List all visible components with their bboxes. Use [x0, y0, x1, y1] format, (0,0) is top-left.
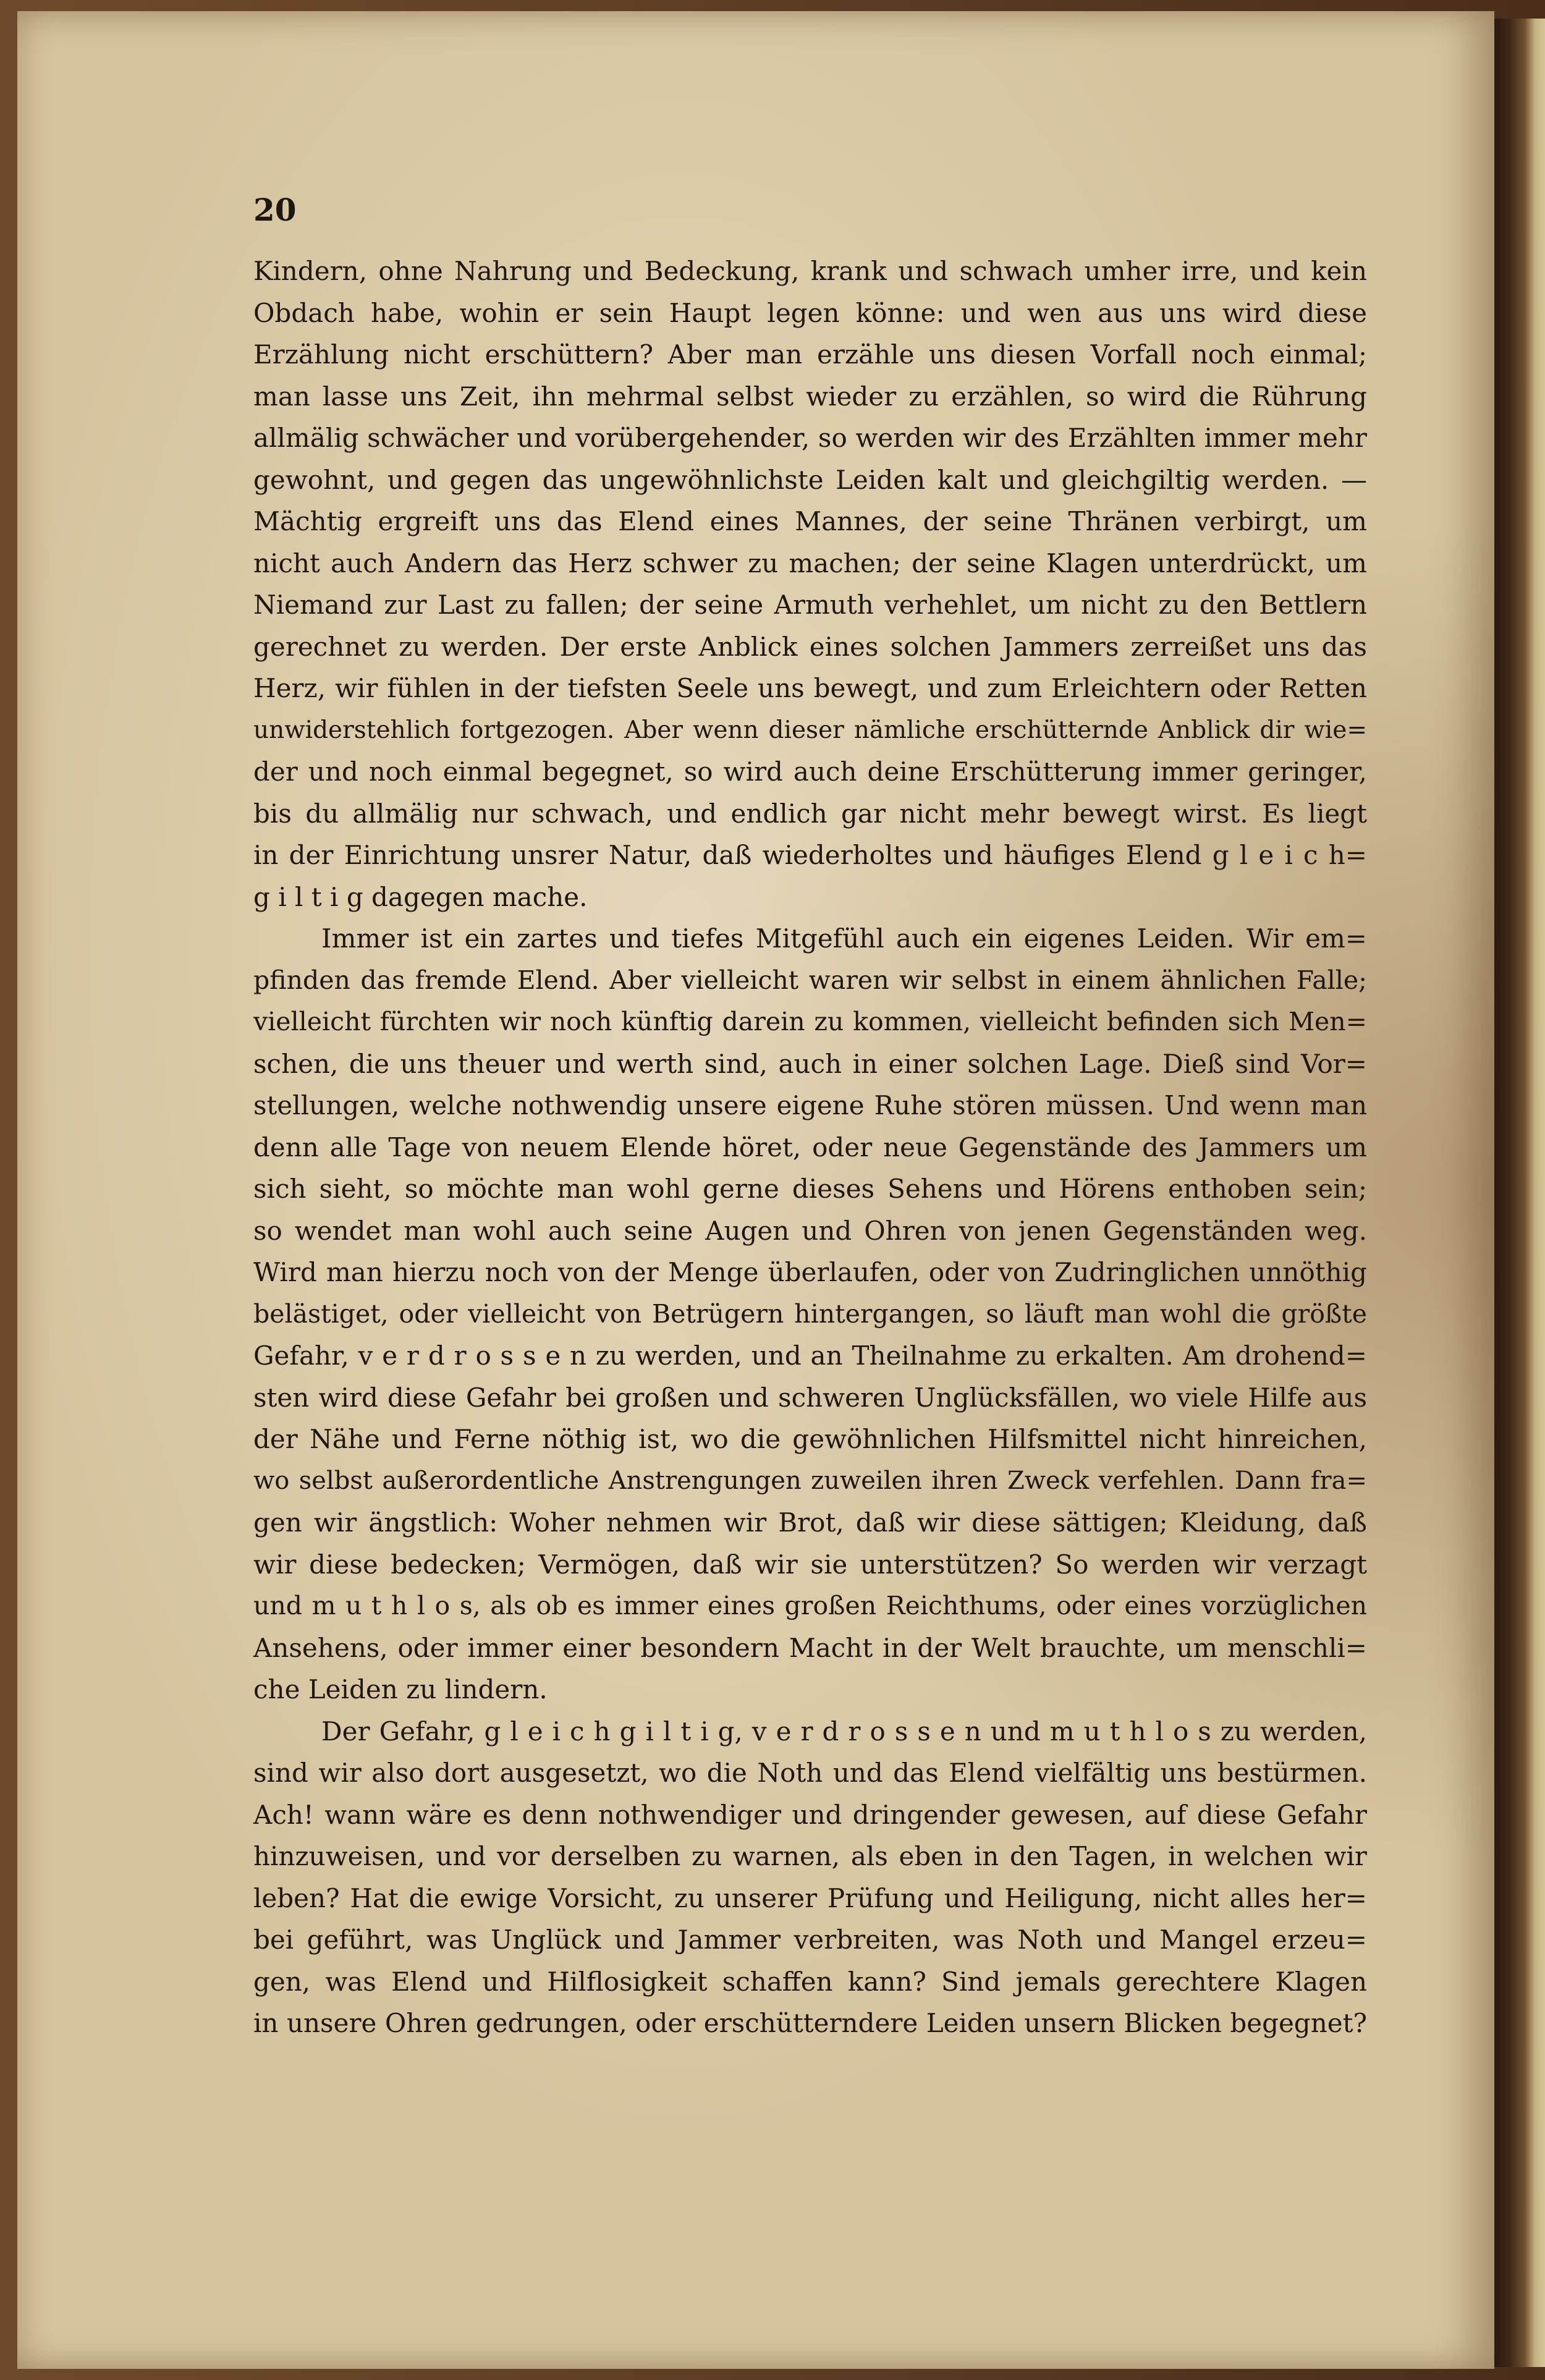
text-line: vielleicht fürchten wir noch künftig darein zu kommen, vielleicht befinden sich Men= [253, 1007, 1367, 1036]
page-number: 20 [253, 192, 297, 228]
text-line: Der Gefahr, g l e i c h g i l t i g, v e r d r o s s e n und m u t h l o s zu werden, [321, 1716, 1367, 1747]
text-line: der und noch einmal begegnet, so wird auch deine Erschütterung immer geringer, [253, 756, 1367, 787]
text-line: stellungen, welche nothwendig unsere eigene Ruhe stören müssen. Und wenn man [253, 1090, 1367, 1120]
text-line: g i l t i g dagegen mache. [253, 881, 588, 912]
text-line: und m u t h l o s, als ob es immer eines großen Reichthums, oder eines vorzüglichen [253, 1591, 1367, 1620]
text-line: unwiderstehlich fortgezogen. Aber wenn dieser nämliche erschütternde Anblick dir wie= [253, 716, 1367, 744]
text-line: hinzuweisen, und vor derselben zu warnen, als eben in den Tagen, in welchen wir [253, 1841, 1367, 1871]
text-line: in unsere Ohren gedrungen, oder erschütterndere Leiden unsern Blicken begegnet? [253, 2008, 1367, 2038]
text-line: so wendet man wohl auch seine Augen und Ohren von jenen Gegenständen weg. [253, 1215, 1367, 1246]
text-line: wo selbst außerordentliche Anstrengungen zuweilen ihren Zweck verfehlen. Dann fra= [253, 1466, 1367, 1495]
text-line: gen, was Elend und Hilflosigkeit schaffen kann? Sind jemals gerechtere Klagen [253, 1966, 1367, 1997]
text-line: der Nähe und Ferne nöthig ist, wo die gewöhnlichen Hilfsmittel nicht hinreichen, [253, 1424, 1367, 1454]
text-line: man lasse uns Zeit, ihn mehrmal selbst wieder zu erzählen, so wird die Rührung [253, 381, 1367, 412]
body-text [253, 250, 1367, 2044]
text-line: Obdach habe, wohin er sein Haupt legen könne: und wen aus uns wird diese [253, 297, 1367, 328]
page-edge [1494, 19, 1545, 2367]
text-line: nicht auch Andern das Herz schwer zu machen; der seine Klagen unterdrückt, um [253, 548, 1367, 578]
text-line: Herz, wir fühlen in der tiefsten Seele uns bewegt, und zum Erleichtern oder Retten [253, 673, 1367, 703]
text-line: Kindern, ohne Nahrung und Bedeckung, krank und schwach umher irre, und kein [253, 256, 1367, 286]
text-line: Erzählung nicht erschüttern? Aber man erzähle uns diesen Vorfall noch einmal; [253, 339, 1367, 370]
text-line: belästiget, oder vielleicht von Betrügern hintergangen, so läuft man wohl die größte [253, 1298, 1367, 1329]
text-line: gen wir ängstlich: Woher nehmen wir Brot, daß wir diese sättigen; Kleidung, daß [253, 1507, 1367, 1538]
text-line: gerechnet zu werden. Der erste Anblick eines solchen Jammers zerreißet uns das [253, 631, 1367, 662]
text-line: sten wird diese Gefahr bei großen und schweren Unglücksfällen, wo viele Hilfe aus [253, 1382, 1367, 1413]
text-line: Niemand zur Last zu fallen; der seine Armuth verhehlet, um nicht zu den Bettlern [253, 590, 1367, 620]
text-line: allmälig schwächer und vorübergehender, so werden wir des Erzählten immer mehr [253, 423, 1367, 453]
text-line: Ansehens, oder immer einer besondern Macht in der Welt brauchte, um menschli= [253, 1632, 1367, 1663]
text-line: wir diese bedecken; Vermögen, daß wir sie unterstützen? So werden wir verzagt [253, 1549, 1367, 1580]
text-line: pfinden das fremde Elend. Aber vielleicht waren wir selbst in einem ähnlichen Falle; [253, 965, 1367, 995]
text-line: che Leiden zu lindern. [253, 1674, 548, 1705]
text-line: denn alle Tage von neuem Elende höret, oder neue Gegenstände des Jammers um [253, 1132, 1367, 1162]
text-line: bei geführt, was Unglück und Jammer verbreiten, was Noth und Mangel erzeu= [253, 1925, 1367, 1955]
text-line: schen, die uns theuer und werth sind, auch in einer solchen Lage. Dieß sind Vor= [253, 1048, 1367, 1079]
text-line: in der Einrichtung unsrer Natur, daß wiederholtes und häufiges Elend g l e i c h= [253, 840, 1367, 870]
text-line: Gefahr, v e r d r o s s e n zu werden, und an Theilnahme zu erkalten. Am drohend= [253, 1340, 1367, 1371]
text-line: Immer ist ein zartes und tiefes Mitgefühl auch ein eigenes Leiden. Wir em= [321, 923, 1367, 954]
text-line: sich sieht, so möchte man wohl gerne dieses Sehens und Hörens enthoben sein; [253, 1174, 1367, 1204]
text-line: sind wir also dort ausgesetzt, wo die Noth und das Elend vielfältig uns bestürmen. [253, 1758, 1367, 1788]
text-line: bis du allmälig nur schwach, und endlich gar nicht mehr bewegt wirst. Es liegt [253, 798, 1367, 829]
text-line: Ach! wann wäre es denn nothwendiger und dringender gewesen, auf diese Gefahr [253, 1799, 1367, 1830]
text-line: gewohnt, und gegen das ungewöhnlichste Leiden kalt und gleichgiltig werden. — [253, 464, 1367, 495]
text-line: Wird man hierzu noch von der Menge überlaufen, oder von Zudringlichen unnöthig [253, 1257, 1367, 1287]
text-line: leben? Hat die ewige Vorsicht, zu unserer Prüfung und Heiligung, nicht alles her= [253, 1882, 1367, 1913]
text-line: Mächtig ergreift uns das Elend eines Mannes, der seine Thränen verbirgt, um [253, 506, 1367, 536]
